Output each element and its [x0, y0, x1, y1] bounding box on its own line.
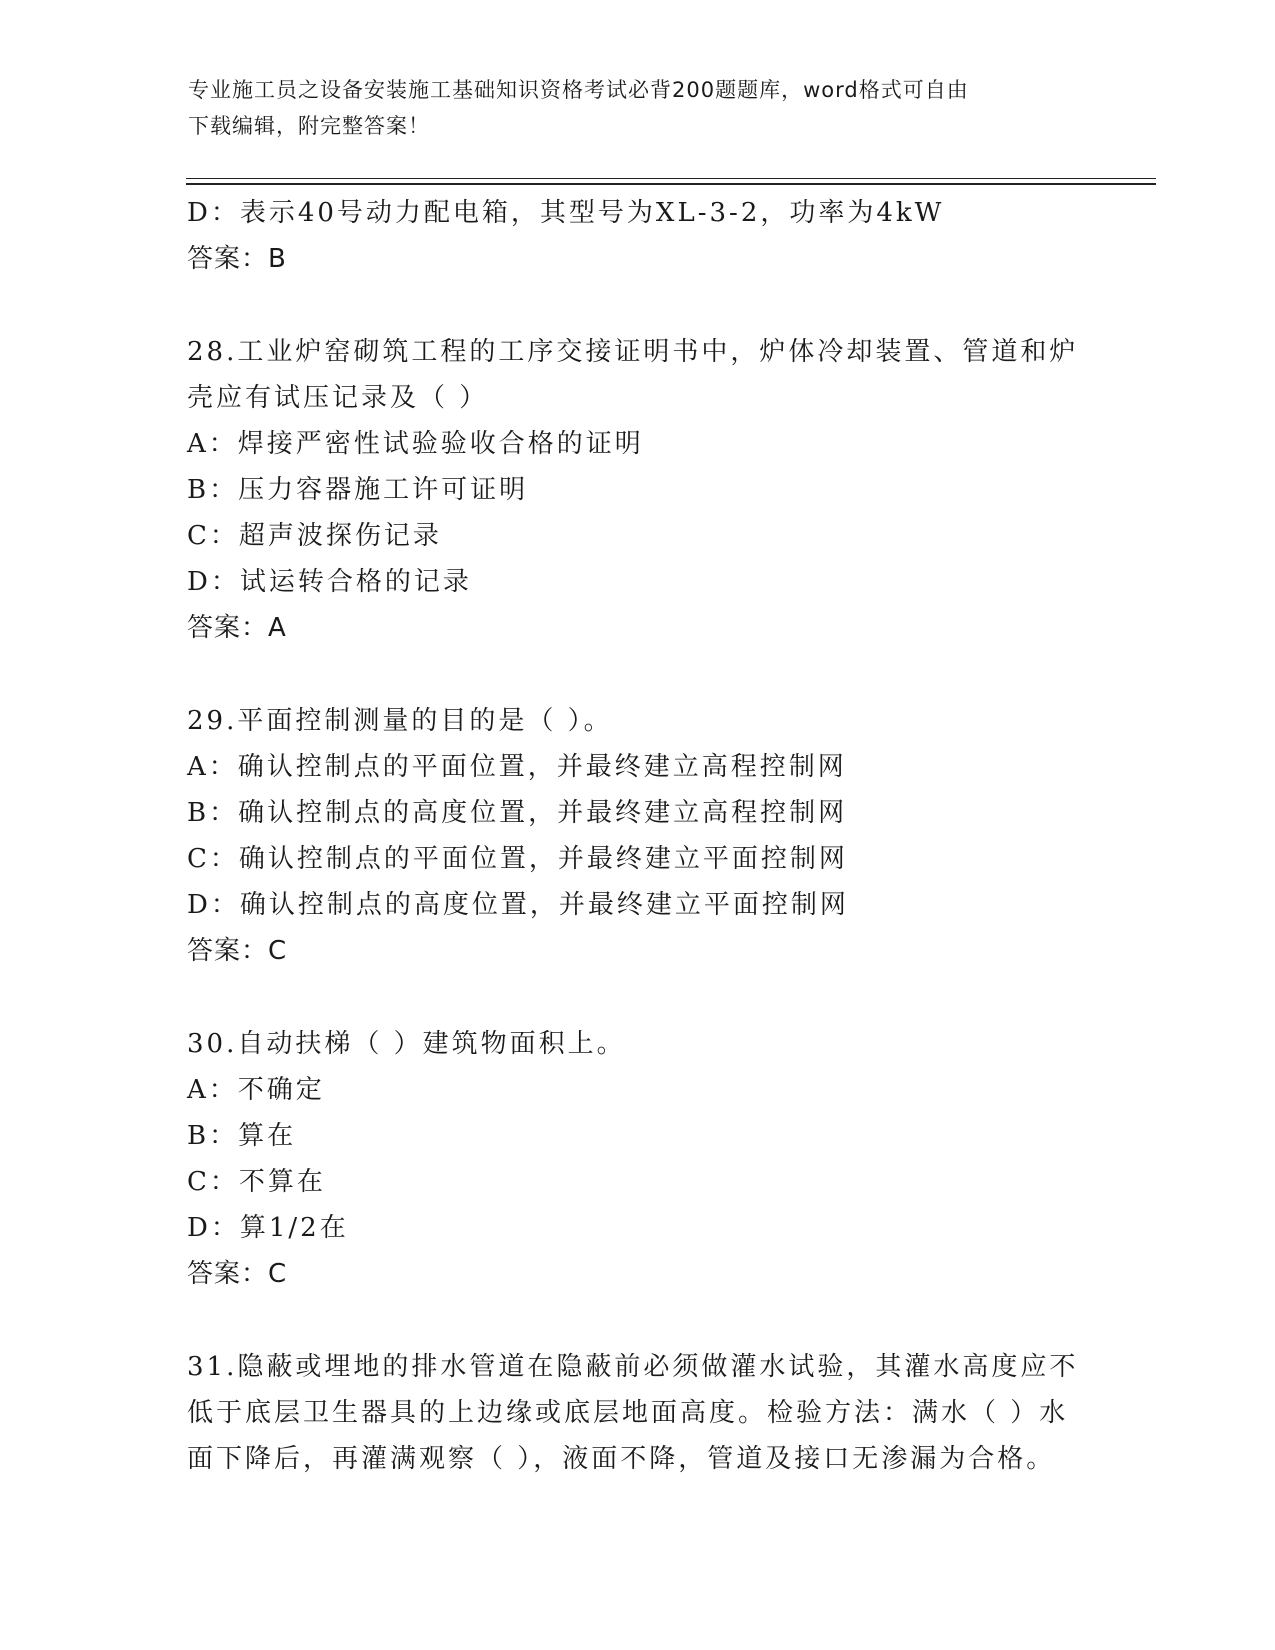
question-29	[187, 698, 1087, 974]
document-header	[188, 72, 1068, 144]
answer-label: 答案：C	[187, 936, 288, 966]
question-stem: 28.工业炉窑砌筑工程的工序交接证明书中，炉体冷却装置、管道和炉	[187, 337, 1079, 367]
option-b: B：算在	[187, 1121, 297, 1151]
option-d: D：试运转合格的记录	[187, 567, 472, 597]
question-stem-continued: 壳应有试压记录及（ ）	[187, 383, 489, 413]
spacer	[187, 974, 1087, 1021]
spacer	[187, 651, 1087, 698]
answer-label: 答案：A	[187, 613, 287, 643]
option-d: D：算1/2在	[187, 1213, 349, 1243]
answer-label: 答案：B	[187, 244, 287, 274]
option-c: C：确认控制点的平面位置，并最终建立平面控制网	[187, 844, 848, 874]
option-c: C：超声波探伤记录	[187, 521, 442, 551]
option-a: A：不确定	[187, 1075, 325, 1105]
header-divider-thin	[186, 178, 1156, 179]
document-body	[187, 190, 1087, 1482]
option-a: A：确认控制点的平面位置，并最终建立高程控制网	[187, 752, 847, 782]
question-stem: 30.自动扶梯（ ）建筑物面积上。	[187, 1029, 626, 1059]
option-a: A：焊接严密性试验验收合格的证明	[187, 429, 644, 459]
option-b: B：确认控制点的高度位置，并最终建立高程控制网	[187, 798, 848, 828]
question-28	[187, 329, 1087, 651]
spacer	[187, 282, 1087, 329]
question-stem-continued: 面下降后，再灌满观察（ ），液面不降，管道及接口无渗漏为合格。	[187, 1444, 1056, 1474]
header-title-line-1: 专业施工员之设备安装施工基础知识资格考试必背200题题库，word格式可自由	[188, 78, 969, 102]
question-27-tail	[187, 190, 1087, 282]
header-divider-thick	[186, 183, 1156, 185]
spacer	[187, 1297, 1087, 1344]
question-31	[187, 1344, 1087, 1482]
answer-label: 答案：C	[187, 1259, 288, 1289]
header-title-line-2: 下载编辑，附完整答案！	[188, 114, 430, 138]
option-b: B：压力容器施工许可证明	[187, 475, 529, 505]
question-stem-continued: 低于底层卫生器具的上边缘或底层地面高度。检验方法：满水（ ）水	[187, 1398, 1069, 1428]
question-30	[187, 1021, 1087, 1297]
question-stem: 29.平面控制测量的目的是（ ）。	[187, 706, 613, 736]
question-stem: 31.隐蔽或埋地的排水管道在隐蔽前必须做灌水试验，其灌水高度应不	[187, 1352, 1079, 1382]
option-d: D：确认控制点的高度位置，并最终建立平面控制网	[187, 890, 849, 920]
option-c: C：不算在	[187, 1167, 326, 1197]
option-d: D：表示40号动力配电箱，其型号为XL-3-2，功率为4kW	[187, 198, 945, 228]
